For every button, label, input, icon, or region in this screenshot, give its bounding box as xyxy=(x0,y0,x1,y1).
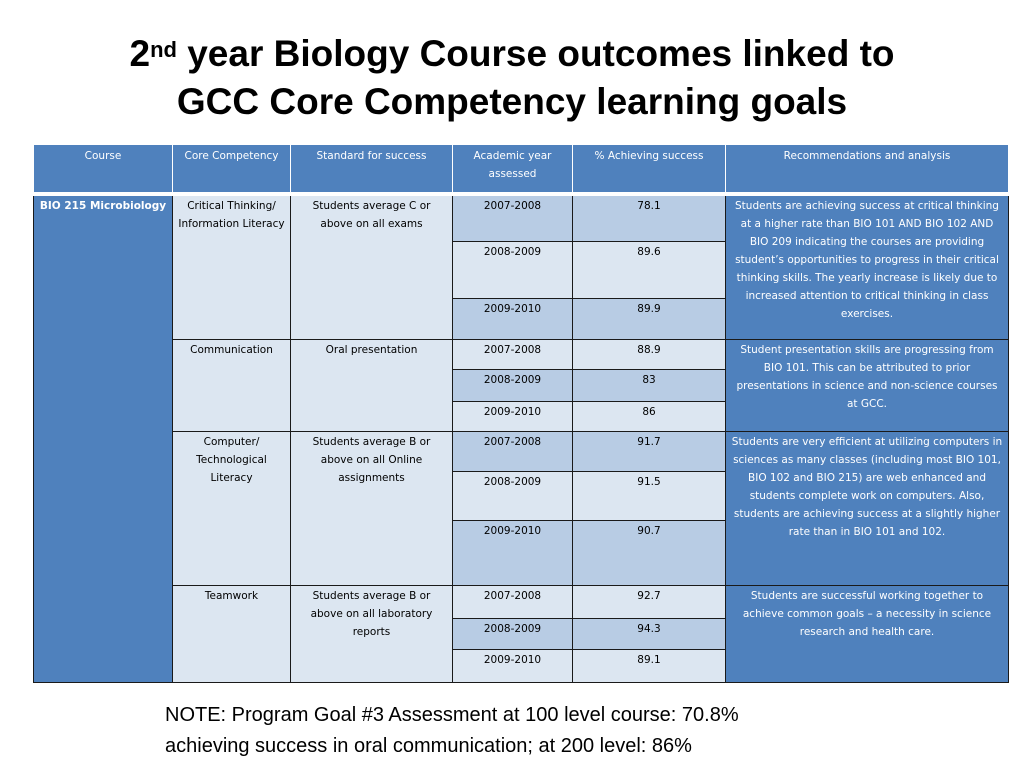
year-cell: 2009-2010 xyxy=(453,520,573,585)
percent-cell: 90.7 xyxy=(573,520,726,585)
year-cell: 2008-2009 xyxy=(453,241,573,298)
standard-cell: Oral presentation xyxy=(291,339,453,431)
title-superscript: nd xyxy=(150,37,177,62)
slide-title xyxy=(0,30,1024,126)
year-cell: 2008-2009 xyxy=(453,618,573,649)
table-row xyxy=(34,431,1009,471)
year-cell: 2007-2008 xyxy=(453,585,573,618)
title-prefix: 2 xyxy=(129,33,151,74)
standard-cell: Students average B or above on all laboratory reports xyxy=(291,585,453,682)
table-row xyxy=(34,194,1009,241)
recommendation-cell: Student presentation skills are progressing from BIO 101. This can be attributed to prior presentations in science and non-science courses at GCC. xyxy=(726,339,1009,431)
recommendation-cell: Students are successful working together to achieve common goals – a necessity in science research and health care. xyxy=(726,585,1009,682)
percent-cell: 78.1 xyxy=(573,194,726,241)
footnote xyxy=(165,700,925,762)
year-cell: 2009-2010 xyxy=(453,649,573,682)
recommendation-cell: Students are achieving success at critical thinking at a higher rate than BIO 101 AND BIO 102 AND BIO 209 indicating the courses are providing student’s opportunities to progress in their critical thinking skills. The yearly increase is likely due to increased attention to critical thinking in class exercises. xyxy=(726,194,1009,339)
year-cell: 2007-2008 xyxy=(453,194,573,241)
percent-cell: 86 xyxy=(573,401,726,431)
footnote-line-2: achieving success in oral communication; at 200 level: 86% xyxy=(165,735,692,757)
year-cell: 2009-2010 xyxy=(453,298,573,339)
percent-cell: 91.7 xyxy=(573,431,726,471)
header-recommendations: Recommendations and analysis xyxy=(726,145,1009,195)
footnote-line-1: NOTE: Program Goal #3 Assessment at 100 level course: 70.8% xyxy=(165,704,739,726)
table-row xyxy=(34,339,1009,369)
percent-cell: 83 xyxy=(573,369,726,401)
standard-cell: Students average C or above on all exams xyxy=(291,194,453,339)
header-standard: Standard for success xyxy=(291,145,453,195)
percent-cell: 89.1 xyxy=(573,649,726,682)
competency-cell: Communication xyxy=(173,339,291,431)
header-course: Course xyxy=(34,145,173,195)
percent-cell: 88.9 xyxy=(573,339,726,369)
percent-cell: 91.5 xyxy=(573,471,726,520)
percent-cell: 89.9 xyxy=(573,298,726,339)
header-row xyxy=(34,145,1009,195)
recommendation-cell: Students are very efficient at utilizing computers in sciences as many classes (including most BIO 101, BIO 102 and BIO 215) are web enhanced and students complete work on computers. Also, students are achieving success at a slightly higher rate than in BIO 101 and 102. xyxy=(726,431,1009,585)
percent-cell: 89.6 xyxy=(573,241,726,298)
competency-cell: Critical Thinking/ Information Literacy xyxy=(173,194,291,339)
title-line-1 xyxy=(0,30,1024,78)
percent-cell: 94.3 xyxy=(573,618,726,649)
year-cell: 2007-2008 xyxy=(453,339,573,369)
year-cell: 2009-2010 xyxy=(453,401,573,431)
competency-cell: Computer/ Technological Literacy xyxy=(173,431,291,585)
header-percent-success: % Achieving success xyxy=(573,145,726,195)
header-academic-year: Academic year assessed xyxy=(453,145,573,195)
year-cell: 2008-2009 xyxy=(453,369,573,401)
table-row xyxy=(34,585,1009,618)
percent-cell: 92.7 xyxy=(573,585,726,618)
year-cell: 2007-2008 xyxy=(453,431,573,471)
title-line-2: GCC Core Competency learning goals xyxy=(176,81,848,122)
competency-cell: Teamwork xyxy=(173,585,291,682)
standard-cell: Students average B or above on all Online assignments xyxy=(291,431,453,585)
outcomes-table xyxy=(33,144,1009,683)
header-core-competency: Core Competency xyxy=(173,145,291,195)
year-cell: 2008-2009 xyxy=(453,471,573,520)
title-line-1-rest: year Biology Course outcomes linked to xyxy=(176,33,895,74)
course-cell: BIO 215 Microbiology xyxy=(34,194,173,682)
